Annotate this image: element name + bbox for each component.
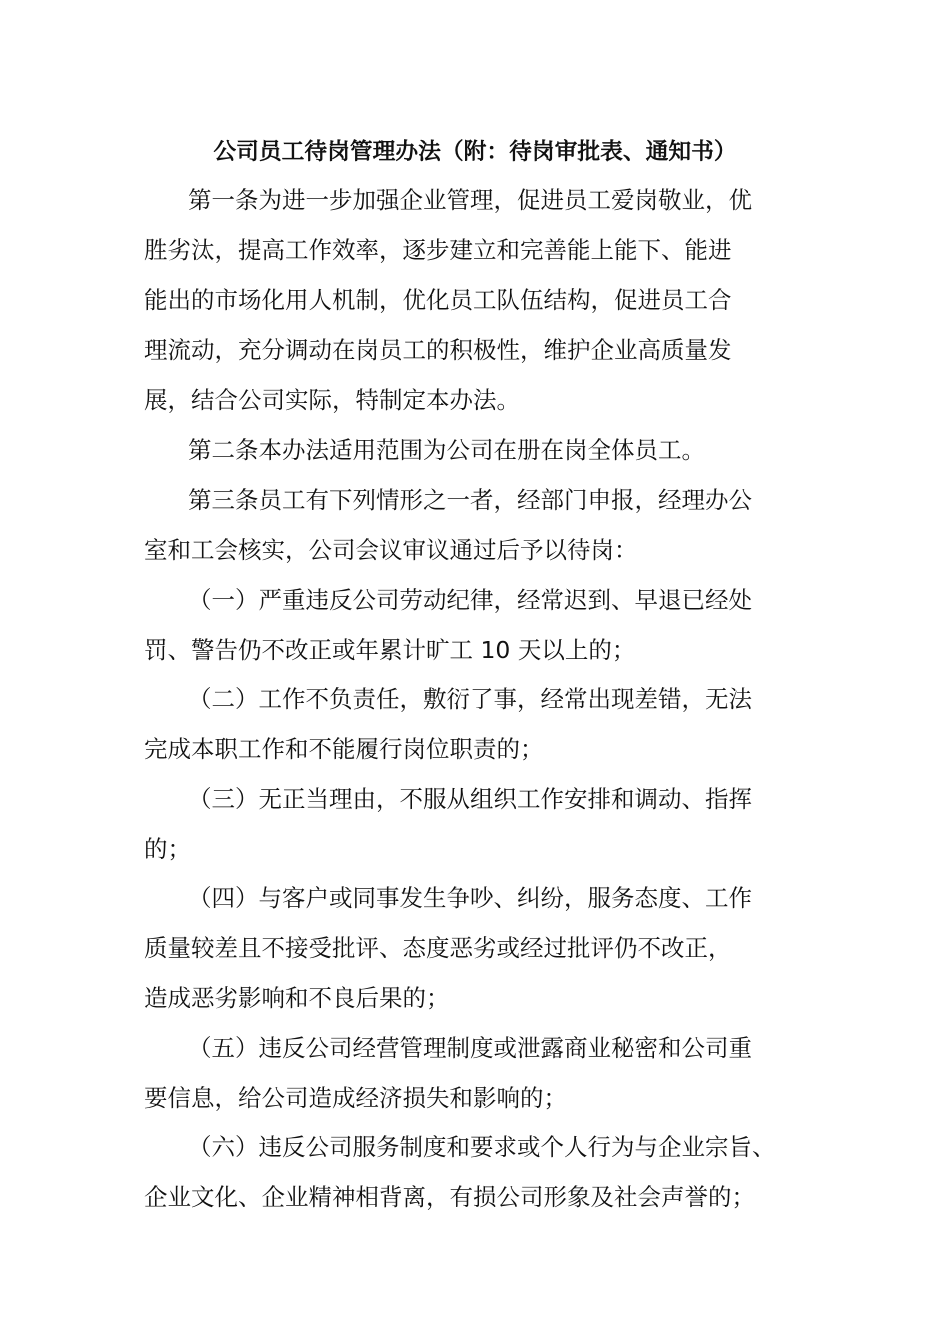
article-1-line-3: 能出的市场化用人机制，优化员工队伍结构，促进员工合 (144, 286, 732, 314)
item-6-line-1: （六）违反公司服务制度和要求或个人行为与企业宗旨、 (188, 1133, 776, 1161)
article-1-line-2: 胜劣汰，提高工作效率，逐步建立和完善能上能下、能进 (144, 236, 732, 264)
article-3-line-2: 室和工会核实，公司会议审议通过后予以待岗： (144, 536, 638, 564)
article-1-line-5: 展，结合公司实际，特制定本办法。 (144, 386, 520, 414)
item-4-line-1: （四）与客户或同事发生争吵、纠纷，服务态度、工作 (188, 884, 752, 912)
item-1-line-1: （一）严重违反公司劳动纪律，经常迟到、早退已经处 (188, 586, 752, 614)
item-2-line-1: （二）工作不负责任，敷衍了事，经常出现差错，无法 (188, 685, 752, 713)
article-2-line-1: 第二条本办法适用范围为公司在册在岗全体员工。 (188, 436, 705, 464)
item-4-line-2: 质量较差且不接受批评、态度恶劣或经过批评仍不改正， (144, 934, 732, 962)
item-6-line-2: 企业文化、企业精神相背离，有损公司形象及社会声誉的； (144, 1183, 755, 1211)
article-3-line-1: 第三条员工有下列情形之一者，经部门申报，经理办公 (188, 486, 752, 514)
item-1-line-2: 罚、警告仍不改正或年累计旷工 10 天以上的； (144, 636, 636, 664)
article-1-line-4: 理流动，充分调动在岗员工的积极性，维护企业高质量发 (144, 336, 732, 364)
item-3-line-1: （三）无正当理由，不服从组织工作安排和调动、指挥 (188, 785, 752, 813)
item-5-line-2: 要信息，给公司造成经济损失和影响的； (144, 1084, 567, 1112)
item-2-line-2: 完成本职工作和不能履行岗位职责的； (144, 735, 544, 763)
article-1-line-1: 第一条为进一步加强企业管理，促进员工爱岗敬业，优 (188, 186, 752, 214)
item-5-line-1: （五）违反公司经营管理制度或泄露商业秘密和公司重 (188, 1034, 752, 1062)
item-3-line-2: 的； (144, 835, 191, 863)
item-4-line-3: 造成恶劣影响和不良后果的； (144, 984, 450, 1012)
document-title: 公司员工待岗管理办法（附：待岗审批表、通知书） (213, 139, 737, 165)
